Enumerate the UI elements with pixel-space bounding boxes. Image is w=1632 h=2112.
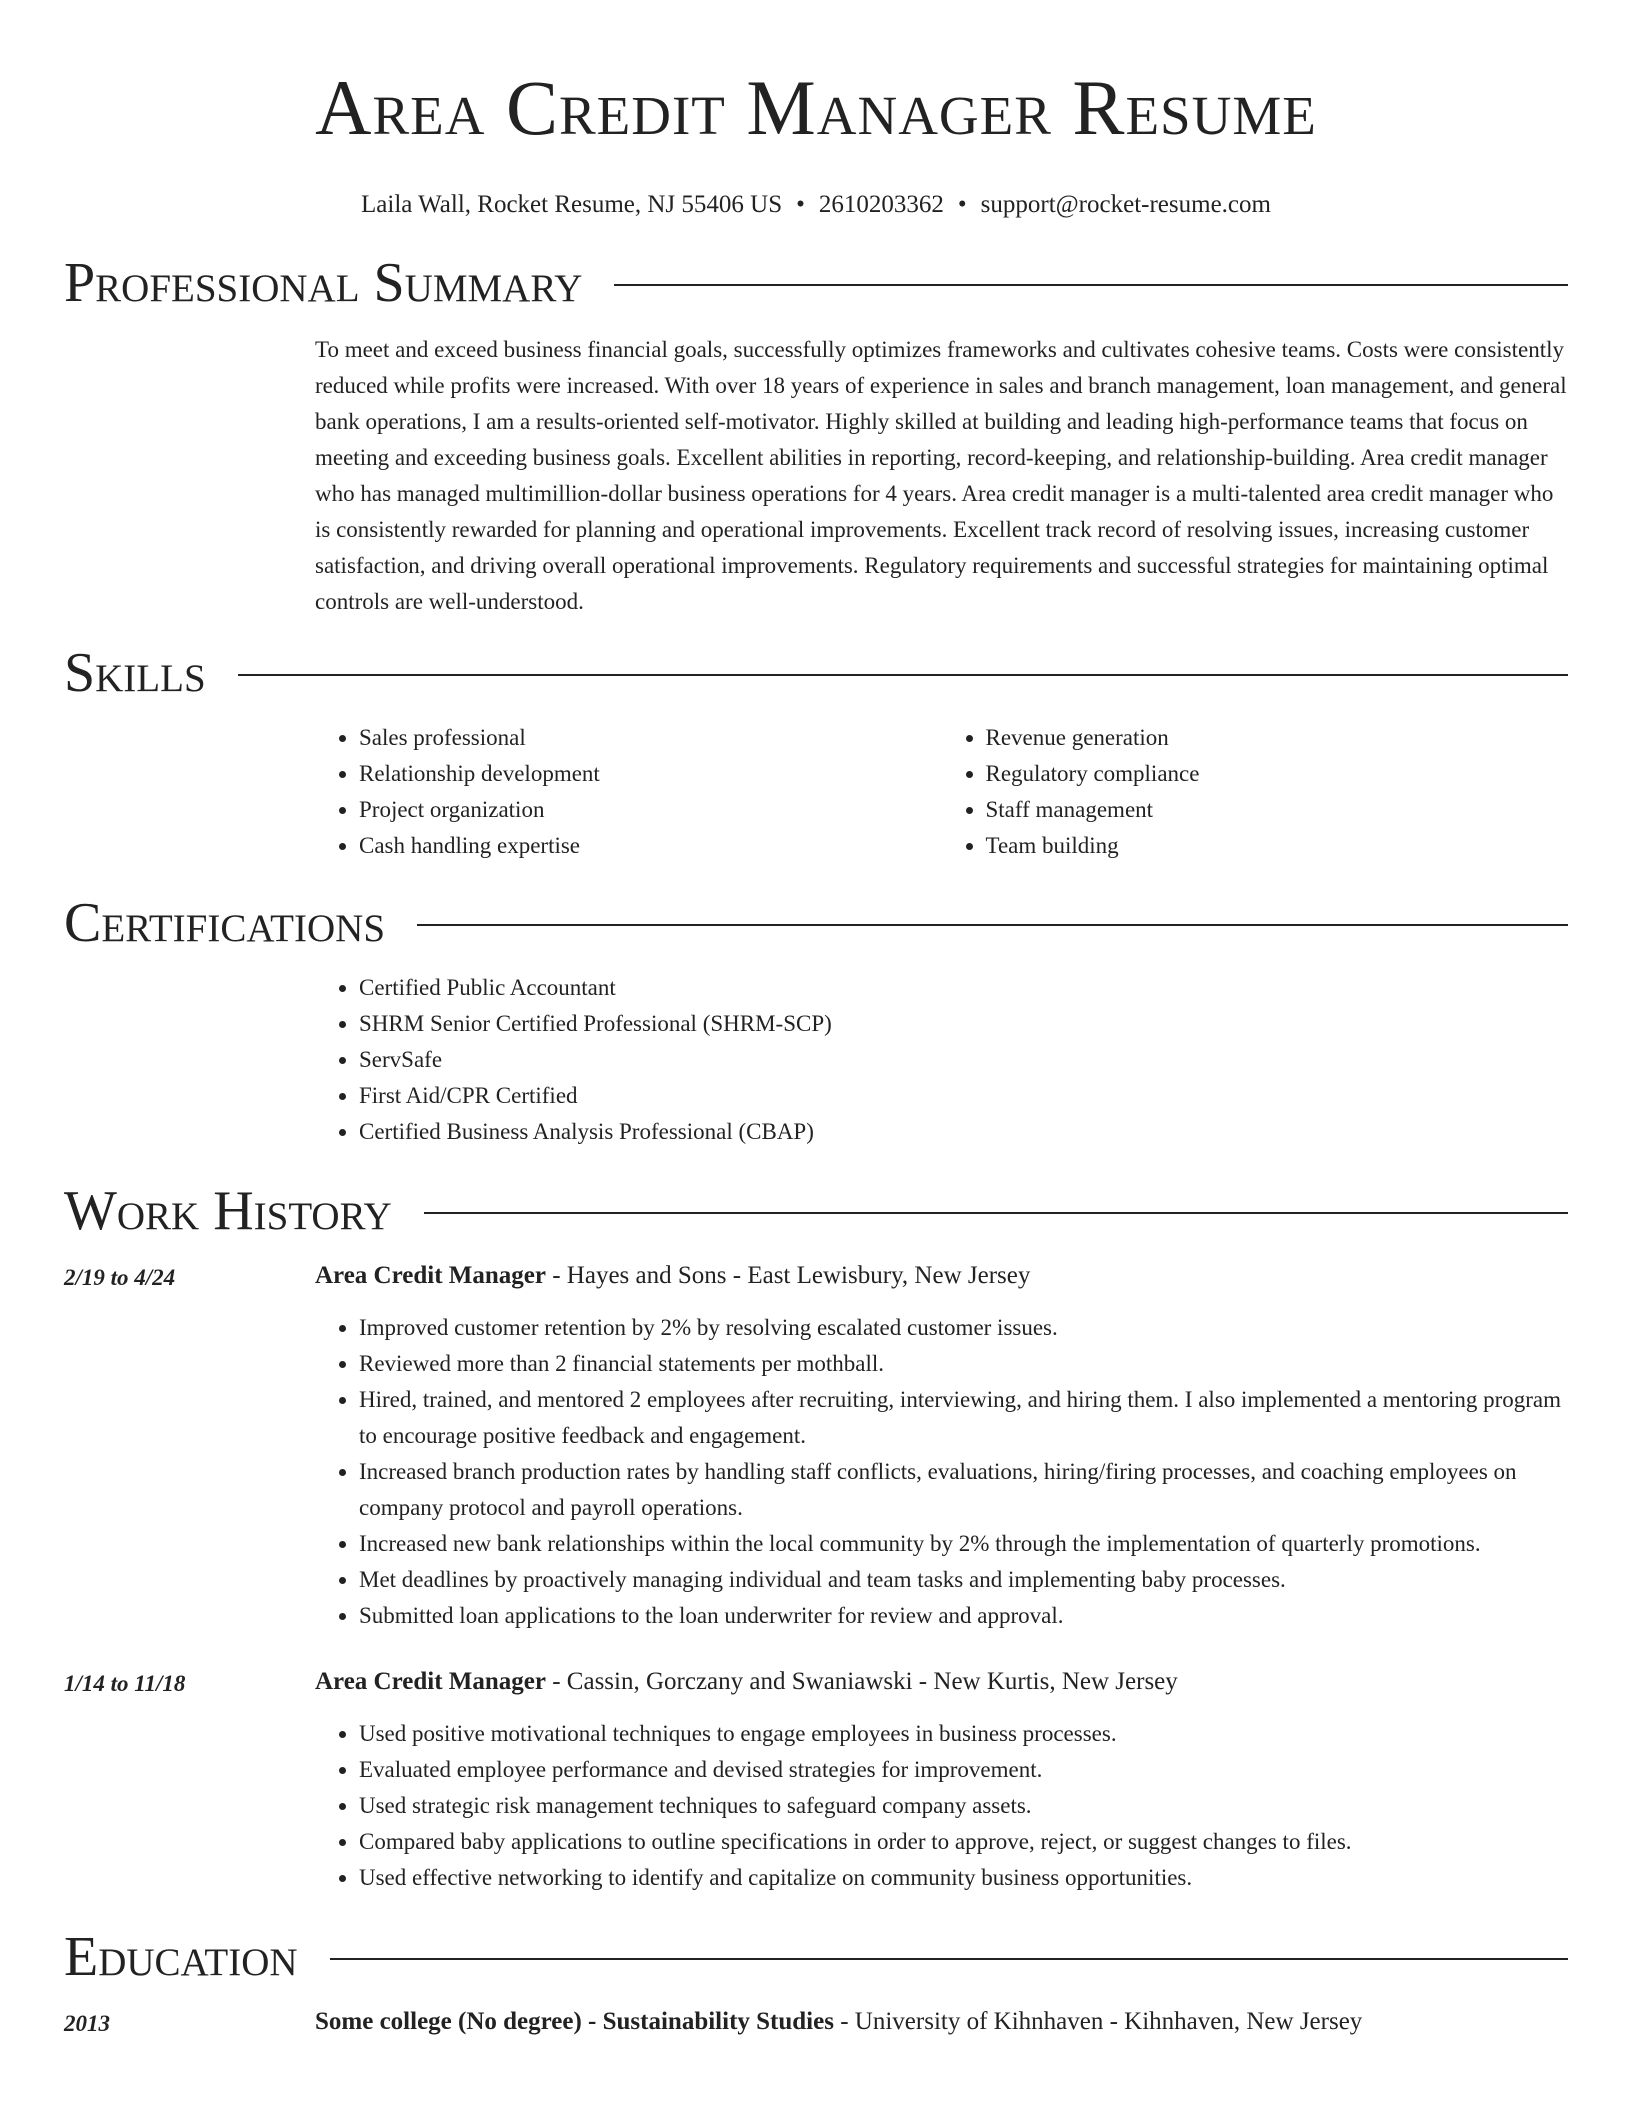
contact-address: Laila Wall, Rocket Resume, NJ 55406 US (361, 191, 783, 218)
job-entry (64, 1258, 1568, 1634)
summary-body (315, 332, 1568, 620)
job-bullet: • Hired, trained, and mentored 2 employees after recruiting, interviewing, and hiring them. I also implemented a mentoring program to encourage positive feedback and engagement. (359, 1382, 1568, 1454)
education-entry (64, 2004, 1568, 2042)
job-role: Area Credit Manager (315, 1668, 546, 1695)
education-line (315, 2004, 1568, 2040)
job-role-line (315, 1258, 1568, 1294)
contact-email: support@rocket-resume.com (980, 191, 1271, 218)
skill-item: • Staff management (986, 792, 1569, 828)
certifications-list (315, 970, 1568, 1150)
contact-separator: • (796, 191, 805, 218)
skills-heading: Skills (64, 642, 206, 704)
skill-item: • Relationship development (359, 756, 942, 792)
job-bullet: • Increased branch production rates by handling staff conflicts, evaluations, hiring/firing processes, and coaching employees on company protocol and payroll operations. (359, 1454, 1568, 1526)
job-dates: 2/19 to 4/24 (64, 1265, 176, 1290)
job-bullet: • Compared baby applications to outline specifications in order to approve, reject, or suggest changes to files. (359, 1824, 1568, 1860)
job-bullet: • Reviewed more than 2 financial statements per mothball. (359, 1346, 1568, 1382)
skill-item: • Team building (986, 828, 1569, 864)
education-section-header (64, 1922, 1568, 1992)
certification-item: • ServSafe (359, 1042, 1568, 1078)
summary-heading: Professional Summary (64, 252, 583, 314)
skills-section-header (64, 638, 1568, 708)
education-content (315, 2004, 1568, 2042)
certification-item: • Certified Public Accountant (359, 970, 1568, 1006)
job-bullets (315, 1716, 1568, 1896)
certifications-heading: Certifications (64, 892, 386, 954)
education-degree: Some college (No degree) - Sustainability Studies (315, 2008, 834, 2035)
contact-phone: 2610203362 (818, 191, 944, 218)
work-section-header (64, 1176, 1568, 1246)
summary-text: To meet and exceed business financial goals, successfully optimizes frameworks and cultivates cohesive teams. Costs were consistently reduced while profits were increased. With over 18 years of experience in sales and branch management, loan management, and general bank operations, I am a results-oriented self-motivator. Highly skilled at building and leading high-performance teams that focus on meeting and exceeding business goals. Excellent abilities in reporting, record-keeping, and relationship-building. Area credit manager who has managed multimillion-dollar business operations for 4 years. Area credit manager is a multi-talented area credit manager who is consistently rewarded for planning and operational improvements. Excellent track record of resolving issues, increasing customer satisfaction, and driving overall operational improvements. Regulatory requirements and successful strategies for maintaining optimal controls are well-understood. (315, 337, 1567, 614)
job-bullet: • Met deadlines by proactively managing individual and team tasks and implementing baby processes. (359, 1562, 1568, 1598)
contact-separator: • (957, 191, 967, 218)
job-bullet: • Used positive motivational techniques to engage employees in business processes. (359, 1716, 1568, 1752)
summary-section-header (64, 248, 1568, 318)
skill-item: • Regulatory compliance (986, 756, 1569, 792)
job-bullet: • Improved customer retention by 2% by resolving escalated customer issues. (359, 1310, 1568, 1346)
education-heading: Education (64, 1926, 298, 1988)
job-dates: 1/14 to 11/18 (64, 1671, 186, 1696)
job-bullet: • Used strategic risk management techniques to safeguard company assets. (359, 1788, 1568, 1824)
education-year: 2013 (64, 2011, 110, 2036)
skill-item: • Cash handling expertise (359, 828, 942, 864)
skills-grid (315, 720, 1568, 864)
job-bullet: • Submitted loan applications to the loan underwriter for review and approval. (359, 1598, 1568, 1634)
skill-item: • Project organization (359, 792, 942, 828)
job-bullet: • Increased new bank relationships within the local community by 2% through the implementation of quarterly promotions. (359, 1526, 1568, 1562)
resume-title: Area Credit Manager Resume (315, 64, 1317, 151)
job-role-line (315, 1664, 1568, 1700)
resume-page (64, 0, 1568, 2042)
job-bullet: • Evaluated employee performance and devised strategies for improvement. (359, 1752, 1568, 1788)
job-content (315, 1664, 1568, 1896)
certification-item: • First Aid/CPR Certified (359, 1078, 1568, 1114)
certification-item: • SHRM Senior Certified Professional (SHRM-SCP) (359, 1006, 1568, 1042)
job-company: - Cassin, Gorczany and Swaniawski - New Kurtis, New Jersey (545, 1668, 1178, 1695)
work-heading: Work History (64, 1180, 392, 1242)
job-bullets (315, 1310, 1568, 1634)
section-divider (238, 674, 1568, 676)
contact-line (64, 190, 1568, 220)
skills-list-left (315, 720, 942, 864)
certifications-body (315, 970, 1568, 1150)
job-role: Area Credit Manager (315, 1262, 546, 1289)
section-divider (614, 284, 1568, 286)
skills-body (315, 720, 1568, 864)
section-divider (417, 924, 1568, 926)
certification-item: • Certified Business Analysis Professional (CBAP) (359, 1114, 1568, 1150)
section-divider (424, 1212, 1568, 1214)
skills-list-right (942, 720, 1569, 864)
certifications-section-header (64, 888, 1568, 958)
job-content (315, 1258, 1568, 1634)
job-company: - Hayes and Sons - East Lewisbury, New Jersey (545, 1262, 1031, 1289)
education-school: - University of Kihnhaven - Kihnhaven, New Jersey (833, 2008, 1363, 2035)
skill-item: • Sales professional (359, 720, 942, 756)
skill-item: • Revenue generation (986, 720, 1569, 756)
job-entry (64, 1664, 1568, 1896)
job-bullet: • Used effective networking to identify and capitalize on community business opportunities. (359, 1860, 1568, 1896)
section-divider (330, 1958, 1568, 1960)
